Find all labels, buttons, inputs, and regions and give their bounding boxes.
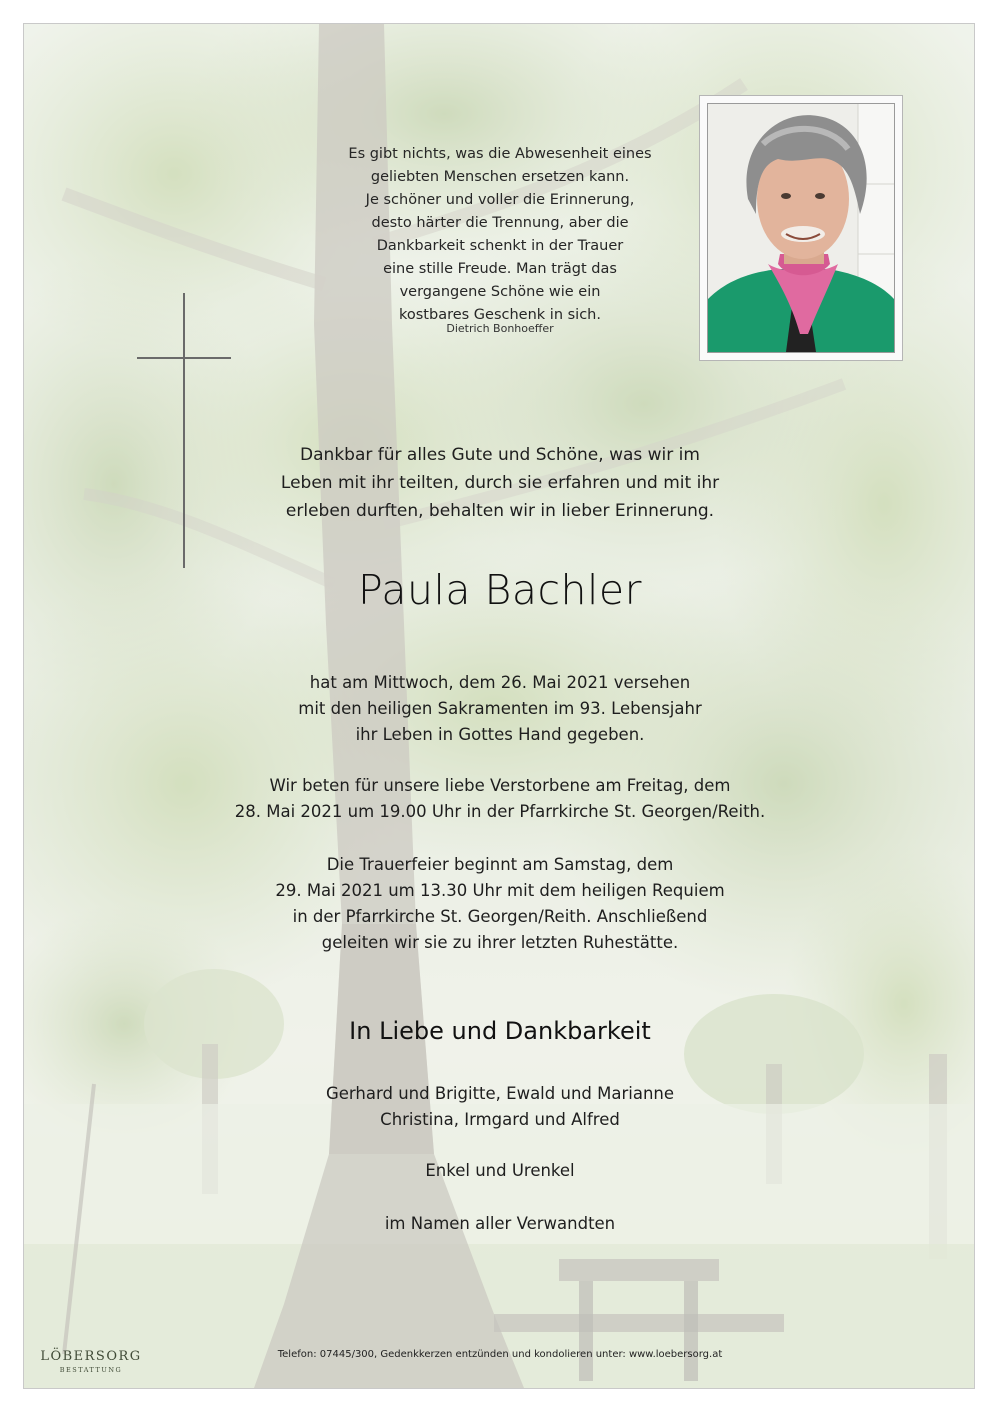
quote-line: vergangene Schöne wie ein — [399, 284, 601, 300]
death-notice — [0, 670, 1000, 748]
grandchildren-line: Enkel und Urenkel — [425, 1161, 575, 1180]
prayer-line: 28. Mai 2021 um 19.00 Uhr in der Pfarrkirche St. Georgen/Reith. — [234, 802, 766, 821]
quote-author: Dietrich Bonhoeffer — [446, 322, 554, 335]
notice-line: mit den heiligen Sakramenten im 93. Lebensjahr — [298, 699, 702, 718]
intro-line: Leben mit ihr teilten, durch sie erfahren und mit ihr — [280, 473, 720, 493]
logo-subtitle: BESTATTUNG — [59, 1366, 123, 1374]
prayer-notice — [0, 773, 1000, 825]
quote-line: eine stille Freude. Man trägt das — [383, 261, 617, 277]
intro-text — [0, 441, 1000, 525]
mourners-list — [0, 1081, 1000, 1133]
funeral-line: geleiten wir sie zu ihrer letzten Ruhestätte. — [321, 933, 679, 952]
intro-line: erleben durften, behalten wir in lieber Erinnerung. — [285, 501, 715, 521]
portrait-photo-frame — [699, 95, 903, 361]
funeral-line: in der Pfarrkirche St. Georgen/Reith. Anschließend — [292, 907, 708, 926]
prayer-line: Wir beten für unsere liebe Verstorbene am Freitag, dem — [269, 776, 731, 795]
quote-line: Es gibt nichts, was die Abwesenheit eines — [348, 146, 652, 162]
funeral-line: Die Trauerfeier beginnt am Samstag, dem — [326, 855, 674, 874]
quote-line: Je schöner und voller die Erinnerung, — [365, 192, 635, 208]
quote-line: kostbares Geschenk in sich. — [399, 307, 601, 323]
notice-line: hat am Mittwoch, dem 26. Mai 2021 versehen — [309, 673, 691, 692]
funeral-line: 29. Mai 2021 um 13.30 Uhr mit dem heiligen Requiem — [275, 881, 725, 900]
quote-line: geliebten Menschen ersetzen kann. — [370, 169, 630, 185]
mourners-line: Gerhard und Brigitte, Ewald und Marianne — [325, 1084, 675, 1103]
funeral-notice — [0, 852, 1000, 956]
funeral-home-logo — [36, 1349, 146, 1374]
intro-line: Dankbar für alles Gute und Schöne, was wir im — [300, 445, 700, 465]
quote-line: Dankbarkeit schenkt in der Trauer — [376, 238, 624, 254]
mourners-line: Christina, Irmgard und Alfred — [380, 1110, 620, 1129]
logo-name: LÖBERSORG — [40, 1349, 142, 1364]
closing-phrase: In Liebe und Dankbarkeit — [349, 1017, 651, 1045]
notice-line: ihr Leben in Gottes Hand gegeben. — [355, 725, 645, 744]
portrait-photo — [707, 103, 895, 353]
deceased-name: Paula Bachler — [357, 566, 642, 614]
footer-contact: Telefon: 07445/300, Gedenkkerzen entzünden und kondolieren unter: www.loebersorg.at — [277, 1349, 723, 1360]
relatives-line: im Namen aller Verwandten — [384, 1214, 616, 1233]
quote-line: desto härter die Trennung, aber die — [371, 215, 629, 231]
